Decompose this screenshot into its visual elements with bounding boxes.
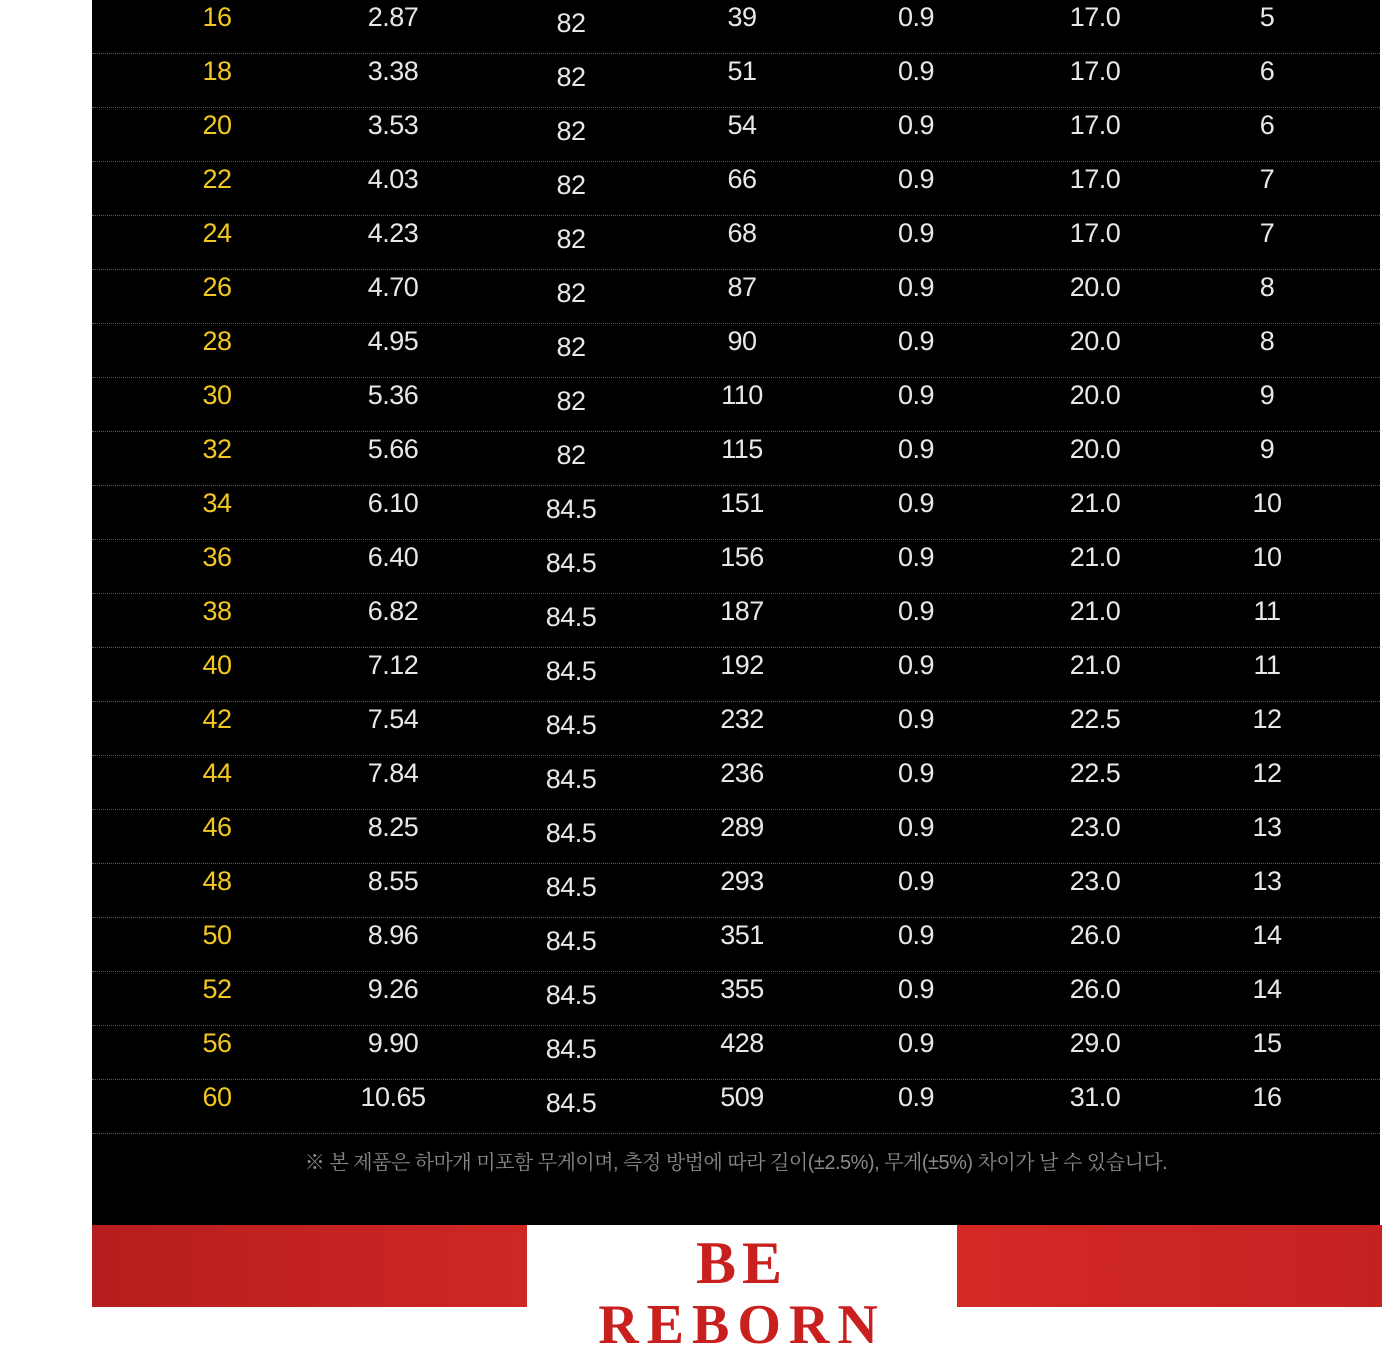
cell-c4: 66 (727, 164, 757, 194)
table-row (92, 108, 1380, 162)
cell-c4: 151 (720, 488, 764, 518)
cell-c7: 7 (1259, 218, 1275, 248)
cell-c5: 0.9 (897, 164, 935, 194)
table-row (92, 540, 1380, 594)
cell-weight: 7.54 (367, 704, 419, 734)
brand-logo (527, 1225, 957, 1356)
cell-weight: 4.23 (367, 218, 419, 248)
cell-c6: 17.0 (1069, 218, 1121, 248)
cell-length: 84.5 (545, 602, 597, 632)
table-row (92, 0, 1380, 54)
spec-table-panel (92, 0, 1380, 1225)
cell-length: 84.5 (545, 1034, 597, 1064)
cell-c4: 87 (727, 272, 757, 302)
cell-size: 32 (202, 434, 232, 464)
cell-c5: 0.9 (897, 326, 935, 356)
cell-c5: 0.9 (897, 2, 935, 32)
logo-line-reborn: REBORN (598, 1294, 886, 1356)
cell-c7: 13 (1252, 866, 1282, 896)
cell-c5: 0.9 (897, 542, 935, 572)
cell-c4: 110 (721, 380, 763, 410)
cell-c7: 9 (1259, 434, 1275, 464)
cell-c5: 0.9 (897, 218, 935, 248)
cell-weight: 4.70 (367, 272, 419, 302)
cell-c4: 192 (720, 650, 764, 680)
cell-weight: 9.26 (367, 974, 419, 1004)
table-row (92, 324, 1380, 378)
cell-c4: 90 (727, 326, 757, 356)
cell-length: 82 (556, 116, 586, 146)
cell-c7: 13 (1252, 812, 1282, 842)
cell-size: 24 (202, 218, 232, 248)
cell-length: 82 (556, 386, 586, 416)
cell-c6: 31.0 (1069, 1082, 1121, 1112)
cell-weight: 8.25 (367, 812, 419, 842)
cell-length: 82 (556, 8, 586, 38)
cell-c5: 0.9 (897, 812, 935, 842)
cell-weight: 9.90 (367, 1028, 419, 1058)
cell-c5: 0.9 (897, 380, 935, 410)
cell-weight: 7.84 (367, 758, 419, 788)
cell-c7: 15 (1252, 1028, 1282, 1058)
cell-c7: 5 (1259, 2, 1275, 32)
table-row (92, 1026, 1380, 1080)
cell-weight: 3.38 (367, 56, 419, 86)
cell-c7: 12 (1252, 704, 1282, 734)
cell-c6: 20.0 (1069, 434, 1121, 464)
cell-size: 50 (202, 920, 232, 950)
cell-c7: 14 (1252, 920, 1282, 950)
cell-weight: 6.40 (367, 542, 419, 572)
cell-c6: 26.0 (1069, 920, 1121, 950)
cell-c7: 11 (1253, 650, 1281, 680)
cell-c4: 428 (720, 1028, 764, 1058)
cell-weight: 4.03 (367, 164, 419, 194)
cell-c5: 0.9 (897, 1082, 935, 1112)
cell-c6: 22.5 (1069, 758, 1121, 788)
cell-c7: 16 (1252, 1082, 1282, 1112)
cell-c4: 509 (720, 1082, 764, 1112)
cell-c7: 7 (1259, 164, 1275, 194)
cell-weight: 3.53 (367, 110, 419, 140)
cell-c7: 6 (1259, 56, 1275, 86)
cell-c6: 21.0 (1069, 596, 1121, 626)
cell-weight: 7.12 (367, 650, 419, 680)
cell-c6: 23.0 (1069, 812, 1121, 842)
cell-c5: 0.9 (897, 866, 935, 896)
cell-length: 84.5 (545, 548, 597, 578)
cell-weight: 5.36 (367, 380, 419, 410)
cell-length: 82 (556, 440, 586, 470)
cell-length: 84.5 (545, 872, 597, 902)
cell-c4: 115 (721, 434, 763, 464)
cell-length: 82 (556, 224, 586, 254)
cell-c6: 20.0 (1069, 380, 1121, 410)
cell-c6: 21.0 (1069, 650, 1121, 680)
cell-weight: 4.95 (367, 326, 419, 356)
cell-size: 60 (202, 1082, 232, 1112)
cell-c5: 0.9 (897, 650, 935, 680)
table-row (92, 702, 1380, 756)
table-row (92, 594, 1380, 648)
cell-c6: 20.0 (1069, 272, 1121, 302)
cell-c6: 17.0 (1069, 110, 1121, 140)
cell-length: 82 (556, 278, 586, 308)
cell-size: 42 (202, 704, 232, 734)
table-row (92, 378, 1380, 432)
brand-banner (92, 1225, 1382, 1356)
cell-c7: 11 (1253, 596, 1281, 626)
cell-c6: 17.0 (1069, 2, 1121, 32)
cell-c7: 14 (1252, 974, 1282, 1004)
cell-c7: 8 (1259, 326, 1275, 356)
cell-size: 16 (202, 2, 232, 32)
cell-c4: 232 (720, 704, 764, 734)
table-row (92, 648, 1380, 702)
cell-length: 84.5 (545, 764, 597, 794)
table-row (92, 216, 1380, 270)
cell-c4: 68 (727, 218, 757, 248)
cell-c4: 293 (720, 866, 764, 896)
cell-weight: 10.65 (360, 1082, 426, 1112)
cell-c6: 26.0 (1069, 974, 1121, 1004)
cell-size: 18 (202, 56, 232, 86)
cell-size: 30 (202, 380, 232, 410)
table-row (92, 54, 1380, 108)
cell-length: 82 (556, 170, 586, 200)
cell-weight: 8.96 (367, 920, 419, 950)
cell-size: 26 (202, 272, 232, 302)
cell-size: 40 (202, 650, 232, 680)
cell-length: 84.5 (545, 710, 597, 740)
cell-c5: 0.9 (897, 596, 935, 626)
cell-c5: 0.9 (897, 56, 935, 86)
cell-c7: 10 (1252, 542, 1282, 572)
table-row (92, 486, 1380, 540)
cell-size: 56 (202, 1028, 232, 1058)
table-row (92, 918, 1380, 972)
cell-c7: 9 (1259, 380, 1275, 410)
table-row (92, 1080, 1380, 1134)
cell-c6: 22.5 (1069, 704, 1121, 734)
cell-c4: 51 (727, 56, 757, 86)
cell-size: 34 (202, 488, 232, 518)
cell-c5: 0.9 (897, 1028, 935, 1058)
cell-length: 82 (556, 62, 586, 92)
cell-c6: 21.0 (1069, 542, 1121, 572)
cell-length: 84.5 (545, 818, 597, 848)
cell-c5: 0.9 (897, 434, 935, 464)
cell-weight: 5.66 (367, 434, 419, 464)
cell-c4: 351 (720, 920, 764, 950)
cell-size: 36 (202, 542, 232, 572)
cell-c6: 17.0 (1069, 56, 1121, 86)
cell-length: 84.5 (545, 1088, 597, 1118)
cell-c4: 355 (720, 974, 764, 1004)
cell-size: 28 (202, 326, 232, 356)
cell-c5: 0.9 (897, 272, 935, 302)
cell-c4: 39 (727, 2, 757, 32)
cell-length: 84.5 (545, 656, 597, 686)
table-row (92, 864, 1380, 918)
cell-size: 20 (202, 110, 232, 140)
cell-length: 82 (556, 332, 586, 362)
cell-weight: 2.87 (367, 2, 419, 32)
cell-weight: 6.82 (367, 596, 419, 626)
table-row (92, 270, 1380, 324)
cell-c6: 20.0 (1069, 326, 1121, 356)
disclaimer-note: ※ 본 제품은 하마개 미포함 무게이며, 측정 방법에 따라 길이(±2.5%), 무게(±5%) 차이가 날 수 있습니다. (304, 1152, 1168, 1174)
cell-c5: 0.9 (897, 974, 935, 1004)
cell-length: 84.5 (545, 980, 597, 1010)
cell-length: 84.5 (545, 926, 597, 956)
cell-c5: 0.9 (897, 704, 935, 734)
cell-length: 84.5 (545, 494, 597, 524)
cell-c5: 0.9 (897, 920, 935, 950)
cell-c4: 54 (727, 110, 757, 140)
cell-c7: 12 (1252, 758, 1282, 788)
table-row (92, 162, 1380, 216)
cell-weight: 8.55 (367, 866, 419, 896)
cell-c7: 8 (1259, 272, 1275, 302)
cell-c6: 23.0 (1069, 866, 1121, 896)
cell-c4: 156 (720, 542, 764, 572)
cell-size: 22 (202, 164, 232, 194)
cell-c5: 0.9 (897, 110, 935, 140)
cell-size: 52 (202, 974, 232, 1004)
logo-line-be: BE (695, 1230, 789, 1296)
cell-weight: 6.10 (367, 488, 419, 518)
cell-c5: 0.9 (897, 758, 935, 788)
cell-size: 38 (202, 596, 232, 626)
cell-size: 44 (202, 758, 232, 788)
table-row (92, 972, 1380, 1026)
table-row (92, 432, 1380, 486)
cell-c6: 17.0 (1069, 164, 1121, 194)
spec-table (92, 0, 1380, 1134)
cell-size: 48 (202, 866, 232, 896)
cell-c6: 29.0 (1069, 1028, 1121, 1058)
cell-c7: 6 (1259, 110, 1275, 140)
cell-c4: 236 (720, 758, 764, 788)
cell-c5: 0.9 (897, 488, 935, 518)
cell-c6: 21.0 (1069, 488, 1121, 518)
cell-size: 46 (202, 812, 232, 842)
table-row (92, 810, 1380, 864)
table-row (92, 756, 1380, 810)
cell-c7: 10 (1252, 488, 1282, 518)
cell-c4: 289 (720, 812, 764, 842)
cell-c4: 187 (720, 596, 764, 626)
